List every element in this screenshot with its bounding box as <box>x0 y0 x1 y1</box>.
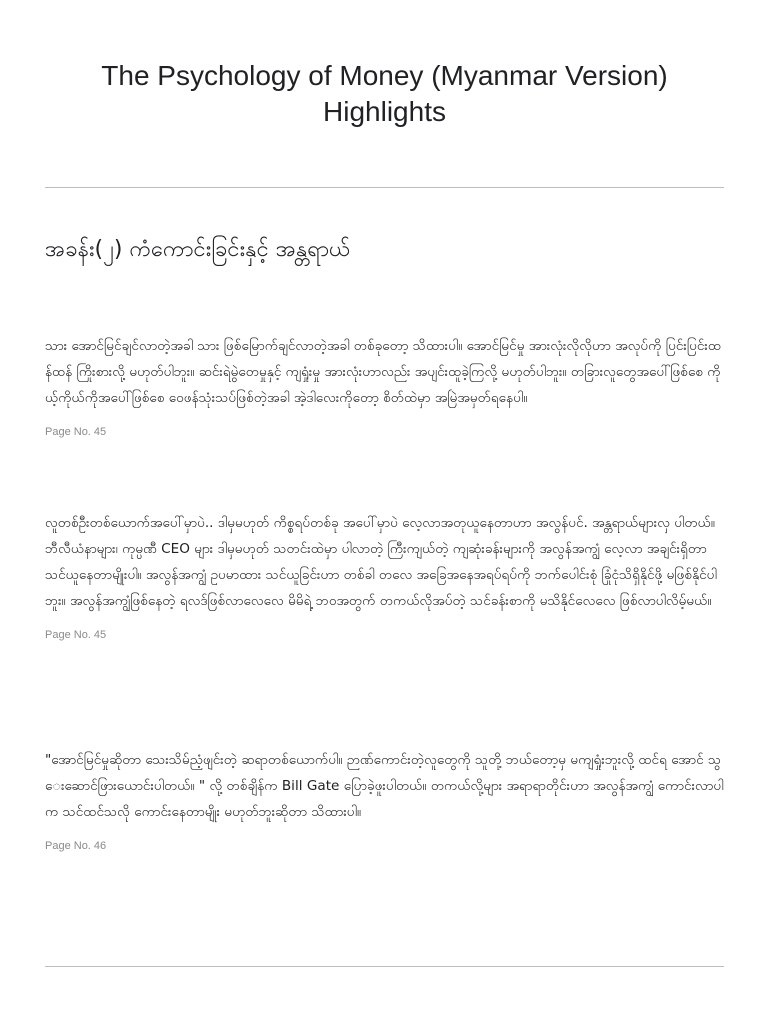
highlight-item <box>45 333 724 439</box>
highlight-page-number: Page No. 46 <box>45 840 107 852</box>
top-divider <box>45 187 724 188</box>
chapter-title: အခန်း(၂) ကံကောင်းခြင်းနှင့် အန္တရာယ် <box>45 237 351 262</box>
highlights-page <box>45 0 724 1024</box>
highlight-page-number: Page No. 45 <box>45 629 107 641</box>
document-title: The Psychology of Money (Myanmar Version) Highlights <box>101 60 668 127</box>
highlight-text: လူတစ်ဦးတစ်ယောက်အပေါ်မှာပဲ.. ဒါမှမဟုတ် ကိစ္စရပ်တစ်ခု အပေါ်မှာပဲ လေ့လာအတုယူနေတာဟာ အလွန်ပင်. အန္တရာယ်များလှ ပါတယ်။ ဘီလီယံနာများ၊ ကုမ္ပဏီ CEO များ ဒါမှမဟုတ် သတင်းထဲမှာ ပါလာတဲ့ ကြီးကျယ်တဲ့ ကျဆုံးခန်းများကို အလွန်အကျွံ လေ့လာ အချင်းရှိတာ သင်ယူနေတာမျိုးပါ။ အလွန်အကျွံ ဥပမာထား သင်ယူခြင်းဟာ တစ်ခါ တလေ အခြေအနေအရပ်ရပ်ကို ဘက်ပေါင်းစုံ ခြုံငုံသိရှိနိုင်ဖို့ မဖြစ်နိုင်ပါဘူး။ အလွန်အကျွံဖြစ်နေတဲ့ ရလဒ်ဖြစ်လာလေလေ မိမိရဲ့ ဘဝအတွက် တကယ်လိုအပ်တဲ့ သင်ခန်းစာကို မသိနိုင်လေလေ ဖြစ်လာပါလိမ့်မယ်။ <box>45 515 717 609</box>
highlight-page-number: Page No. 45 <box>45 426 107 438</box>
highlight-item <box>45 747 724 853</box>
highlight-text: သား အောင်မြင်ချင်လာတဲ့အခါ သား ဖြစ်မြောက်ချင်လာတဲ့အခါ တစ်ခုတော့ သိထားပါ။ အောင်မြင်မှု အားလုံးလိုလိုဟာ အလုပ်ကို ပြင်းပြင်းထန်ထန် ကြိုးစားလို့ မဟုတ်ပါဘူး။ ဆင်းရဲမွဲတေမှုနှင့် ကျရှုံးမှု အားလုံးဟာလည်း အပျင်းထူခဲ့ကြလို့ မဟုတ်ပါဘူး။ တခြားလူတွေအပေါ်ဖြစ်စေ ကိုယ့်ကိုယ်ကိုအပေါ်ဖြစ်စေ ဝေဖန်သုံးသပ်ဖြစ်တဲ့အခါ အဲ့ဒါလေးကိုတော့ စိတ်ထဲမှာ အမြဲအမှတ်ရနေပါ။ <box>45 338 722 406</box>
bottom-divider <box>45 966 724 967</box>
highlight-item <box>45 510 724 642</box>
highlight-text: "အောင်မြင်မှုဆိုတာ သေးသိမ်ညံ့ဖျင်းတဲ့ ဆရာတစ်ယောက်ပါ။ ဉာဏ်ကောင်းတဲ့လူတွေကို သူတို့ ဘယ်တော့မှ မကျရှုံးဘူးလို့ ထင်ရ အောင် သွေးဆောင်ဖြားယောင်းပါတယ်။ " လို့ တစ်ချိန်က Bill Gate ပြောခဲ့ဖူးပါတယ်။ တကယ်လို့များ အရာရာတိုင်းဟာ အလွန်အကျွံ ကောင်းလာပါက သင်ထင်သလို ကောင်းနေတာမျိုး မဟုတ်ဘူးဆိုတာ သိထားပါ။ <box>45 752 724 820</box>
